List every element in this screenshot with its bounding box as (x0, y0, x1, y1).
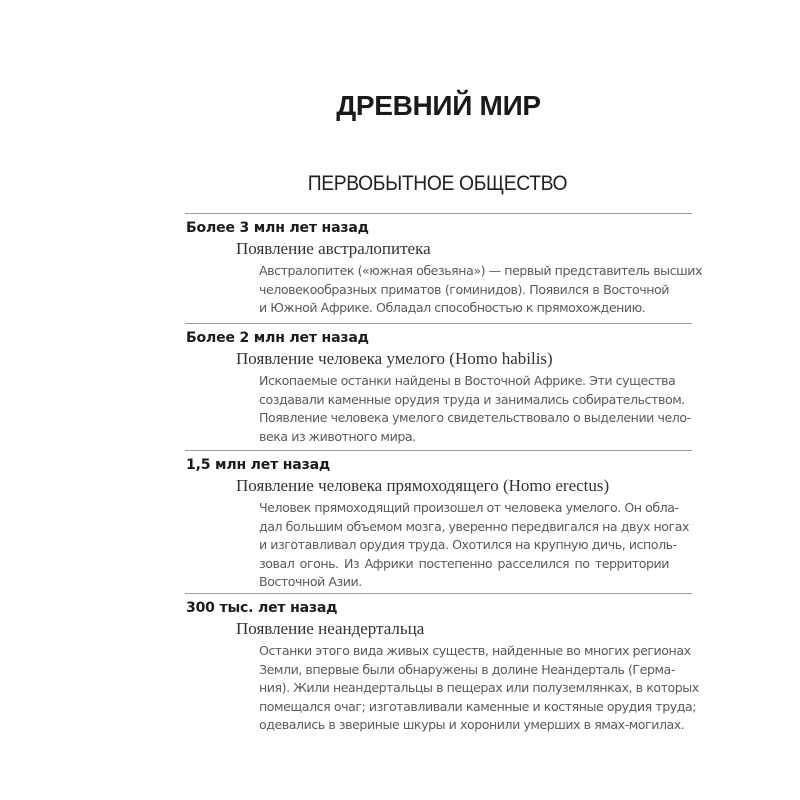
body-line: века из животного мира. (259, 428, 416, 444)
entry-subtitle: Появление человека умелого (Homo habilis) (236, 349, 553, 368)
divider-rule (185, 323, 692, 324)
divider-rule (185, 593, 692, 594)
timeline-entry (185, 450, 692, 592)
entry-subtitle: Появление неандертальца (236, 619, 425, 638)
body-line: Австралопитек («южная обезьяна») — первый представитель высших (259, 263, 702, 278)
body-line: одевались в звериные шкуры и хоронили умерших в ямах-могилах. (259, 717, 685, 733)
body-line: создавали каменные орудия труда и занимались собирательством. (259, 391, 685, 407)
body-line: Останки этого вида живых существ, найденные во многих регионах (259, 643, 691, 658)
body-line: и изготавливал орудия труда. Охотился на крупную дичь, исполь- (259, 537, 677, 553)
entry-subtitle: Появление австралопитека (236, 239, 431, 258)
entry-date: Более 2 млн лет назад (186, 330, 369, 346)
entry-body (259, 499, 689, 592)
body-line: Земли, впервые были обнаружены в долине Неандерталь (Герма- (259, 661, 675, 677)
entry-body (259, 642, 699, 735)
entry-date: Более 3 млн лет назад (186, 220, 369, 236)
body-line: ния). Жили неандертальцы в пещерах или полуземлянках, в которых (259, 680, 699, 696)
divider-rule (185, 213, 692, 214)
entry-date: 300 тыс. лет назад (186, 600, 338, 616)
body-line: и Южной Африке. Обладал способностью к прямохождению. (259, 300, 646, 316)
entry-subtitle: Появление человека прямоходящего (Homo erectus) (236, 476, 610, 495)
entry-date: 1,5 млн лет назад (186, 457, 331, 473)
body-line: Появление человека умелого свидетельствовало о выделении чело- (259, 410, 691, 426)
timeline-entry (185, 593, 699, 735)
body-line: помещался очаг; изготавливали каменные и костяные орудия труда; (259, 698, 697, 714)
timeline-entry (185, 213, 702, 318)
body-line: Человек прямоходящий произошел от человека умелого. Он обла- (259, 500, 679, 515)
entry-body (259, 262, 702, 318)
page-title: ДРЕВНИЙ МИР (336, 90, 541, 121)
body-line: человекообразных приматов (гоминидов). Появился в Восточной (259, 281, 669, 297)
divider-rule (185, 450, 692, 451)
section-title: ПЕРВОБЫТНОЕ ОБЩЕСТВО (307, 172, 568, 195)
timeline-entry (185, 323, 692, 446)
body-line: дал большим объемом мозга, уверенно передвигался на двух ногах (259, 518, 689, 534)
body-line: зовал огонь. Из Африки постепенно расселился по территории (259, 555, 669, 571)
body-line: Ископаемые останки найдены в Восточной Африке. Эти существа (259, 373, 676, 388)
entry-body (259, 372, 691, 446)
body-line: Восточной Азии. (259, 574, 362, 590)
